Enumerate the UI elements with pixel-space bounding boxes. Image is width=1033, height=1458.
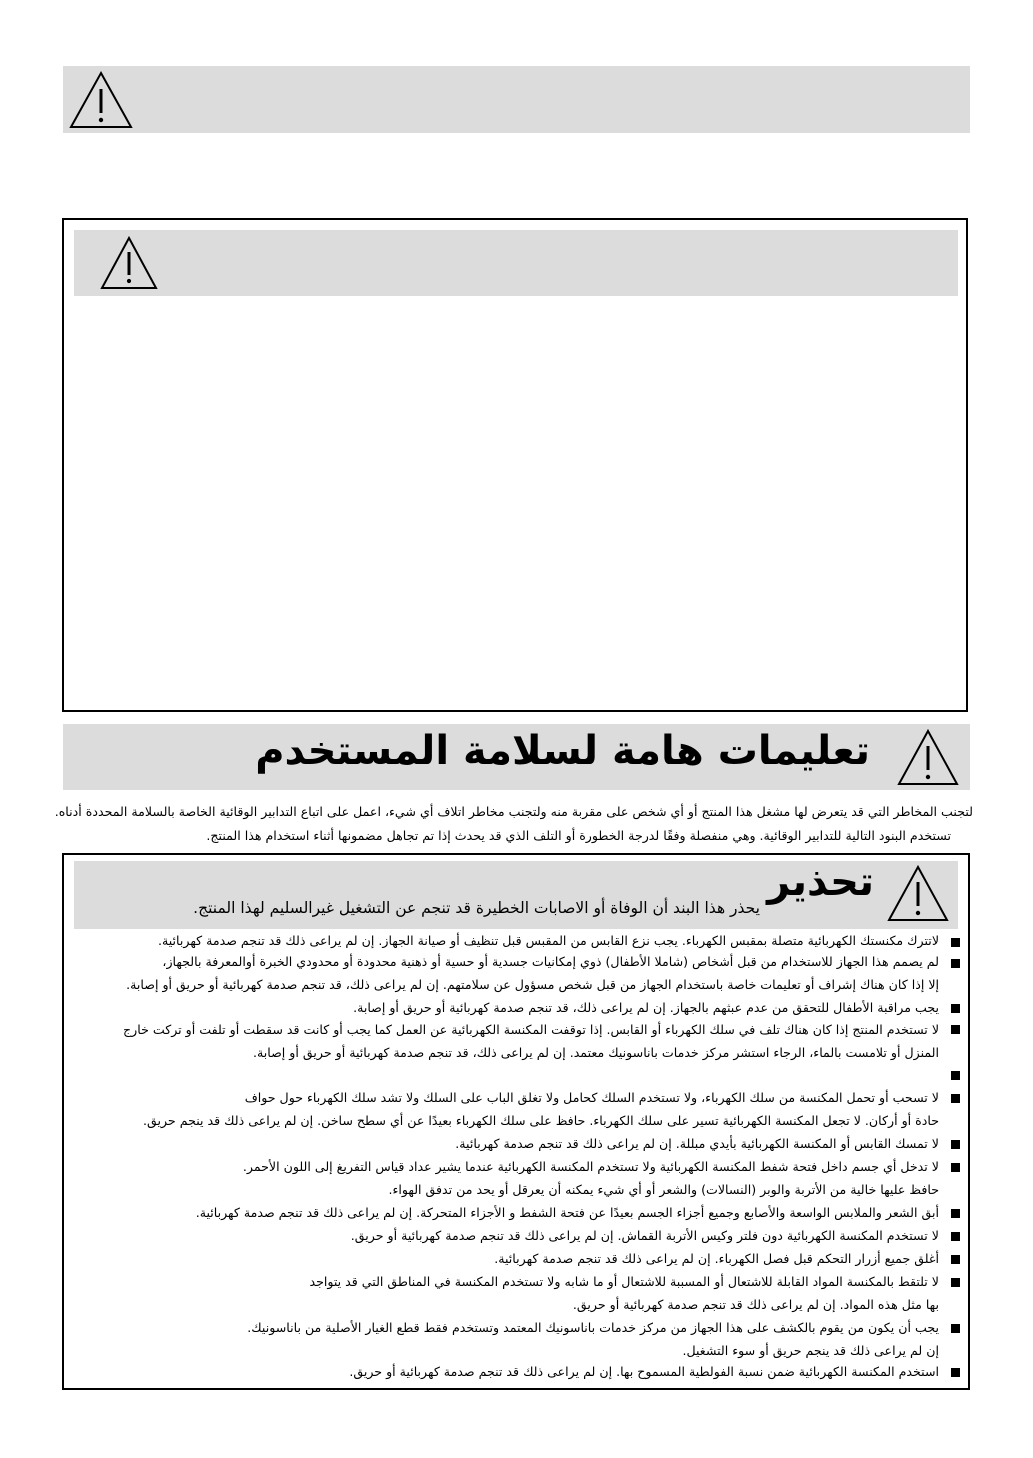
warning-triangle-icon	[98, 235, 160, 291]
warning-line: لا تستخدم المنتج إذا كان هناك تلف في سلك الكهرباء أو القابس. إذا توقفت المكنسة الكهربائية عن العمل كما يجب أو كانت قد سقطت أو تلفت أو تركت خارج	[123, 1022, 939, 1037]
warning-triangle-icon	[895, 728, 961, 788]
warning-line: أغلق جميع أزرار التحكم قبل فصل الكهرباء. إن لم يراعى ذلك قد تنجم صدمة كهربائية.	[494, 1251, 939, 1266]
square-bullet-icon	[951, 1232, 960, 1241]
warning-line: أبق الشعر والملابس الواسعة والأصابع وجميع أجزاء الجسم بعيدًا عن فتحة الشفط و الأجزاء المتحركة. إن لم يراعى ذلك قد تنجم صدمة كهربائية.	[195, 1205, 939, 1220]
warning-line: المنزل أو تلامست بالماء، الرجاء استشر مركز خدمات باناسونيك معتمد. إن لم يراعى ذلك، قد تنجم صدمة كهربائية أو حريق أو إصابة.	[253, 1045, 939, 1060]
square-bullet-icon	[951, 1094, 960, 1103]
square-bullet-icon	[951, 1368, 960, 1377]
square-bullet-icon	[951, 1071, 960, 1080]
square-bullet-icon	[951, 959, 960, 968]
warning-line: لا تدخل أي جسم داخل فتحة شفط المكنسة الكهربائية ولا تستخدم المكنسة الكهربائية عندما يشير عداد قياس التفريغ إلى اللون الأحمر.	[242, 1159, 939, 1174]
warning-line: يجب مراقبة الأطفال للتحقق من عدم عبثهم بالجهاز. إن لم يراعى ذلك، قد تنجم صدمة كهربائية أو حريق أو إصابة.	[353, 1000, 939, 1015]
square-bullet-icon	[951, 1004, 960, 1013]
warning-box	[62, 853, 970, 1390]
warning-banner	[74, 861, 958, 929]
warning-line: لا تمسك القابس أو المكنسة الكهربائية بأيدي مبللة. إن لم يراعى ذلك قد تنجم صدمة كهربائية.	[455, 1136, 939, 1151]
warning-heading: تحذير	[767, 859, 874, 905]
intro-text: لتجنب المخاطر التي قد يتعرض لها مشغل هذا المنتج أو أي شخص على مقربة منه ولتجنب مخاطر اتلاف أي شيء، اعمل على اتباع التدابير الوقائية الخاصة بالسلامة المحددة أدناه.	[54, 804, 973, 819]
square-bullet-icon	[951, 1278, 960, 1287]
warning-line: استخدم المكنسة الكهربائية ضمن نسبة الفولطية المسموح بها. إن لم يراعى ذلك قد تنجم صدمة كهربائية أو حريق.	[349, 1364, 939, 1379]
warning-line: حادة أو أركان. لا تجعل المكنسة الكهربائية تسير على سلك الكهرباء. حافظ على سلك الكهرباء بعيدًا عن أي سطح ساخن. إن لم يراعى ذلك قد ينجم حريق.	[142, 1113, 939, 1128]
square-bullet-icon	[951, 1255, 960, 1264]
warning-triangle-icon	[67, 69, 135, 131]
warning-line: إلا إذا كان هناك إشراف أو تعليمات خاصة باستخدام الجهاز من قبل شخص مسؤول عن سلامتهم. إن لم يراعى ذلك، قد تنجم صدمة كهربائية أو حريق أو إصابة.	[126, 977, 939, 992]
square-bullet-icon	[951, 1163, 960, 1172]
warning-description: يحذر هذا البند أن الوفاة أو الاصابات الخطيرة قد تنجم عن التشغيل غيرالسليم لهذا المنتج.	[193, 899, 760, 917]
warning-line: إن لم يراعى ذلك قد ينجم حريق أو سوء التشغيل.	[682, 1343, 939, 1358]
intro-text: تستخدم البنود التالية للتدابير الوقائية. وهي منفصلة وفقًا لدرجة الخطورة أو التلف الذي قد يحدث إذا تم تجاهل مضمونها أثناء استخدام هذا المنتج.	[206, 828, 951, 843]
warning-line: حافظ عليها خالية من الأتربة والوبر (النسالات) والشعر أو أي شيء يمكنه أن يعرقل أو يحد من تدفق الهواء.	[388, 1182, 939, 1197]
warning-line: بها مثل هذه المواد. إن لم يراعى ذلك قد تنجم صدمة كهربائية أو حريق.	[572, 1297, 939, 1312]
warning-line: لم يصمم هذا الجهاز للاستخدام من قبل أشخاص (شاملا الأطفال) ذوي إمكانيات جسدية أو حسية أو ذهنية محدودة أو محدودي الخبرة أوالمعرفة بالجهاز،	[162, 954, 939, 969]
page-title: تعليمات هامة لسلامة المستخدم	[255, 728, 870, 774]
warning-line: لا تستخدم المكنسة الكهربائية دون فلتر وكيس الأتربة القماش. إن لم يراعى ذلك قد تنجم صدمة كهربائية أو حريق.	[350, 1228, 939, 1243]
warning-line: لا تسحب أو تحمل المكنسة من سلك الكهرباء، ولا تستخدم السلك كحامل ولا تغلق الباب على السلك ولا تشد سلك الكهرباء حول حواف	[244, 1090, 939, 1105]
top-warning-banner	[63, 66, 970, 133]
warning-line: يجب أن يكون من يقوم بالكشف على هذا الجهاز من مركز خدمات باناسونيك المعتمد وتستخدم فقط قطع الغيار الأصلية من باناسونيك.	[247, 1320, 939, 1335]
top-caution-box	[62, 218, 968, 712]
warning-triangle-icon	[886, 864, 950, 924]
top-caution-banner	[74, 230, 958, 296]
square-bullet-icon	[951, 1209, 960, 1218]
square-bullet-icon	[951, 1324, 960, 1333]
warning-line: لاتترك مكنستك الكهربائية متصلة بمقبس الكهرباء. يجب نزع القابس من المقبس قبل تنظيف أو صيانة الجهاز. إن لم يراعى ذلك قد تنجم صدمة كهربائية.	[157, 933, 939, 948]
warning-line: لا تلتقط بالمكنسة المواد القابلة للاشتعال أو المسببة للاشتعال أو ما شابه ولا تستخدم المكنسة في المناطق التي قد يتواجد	[309, 1274, 939, 1289]
safety-header-banner	[63, 724, 970, 790]
square-bullet-icon	[951, 1140, 960, 1149]
square-bullet-icon	[951, 1025, 960, 1034]
square-bullet-icon	[951, 938, 960, 947]
